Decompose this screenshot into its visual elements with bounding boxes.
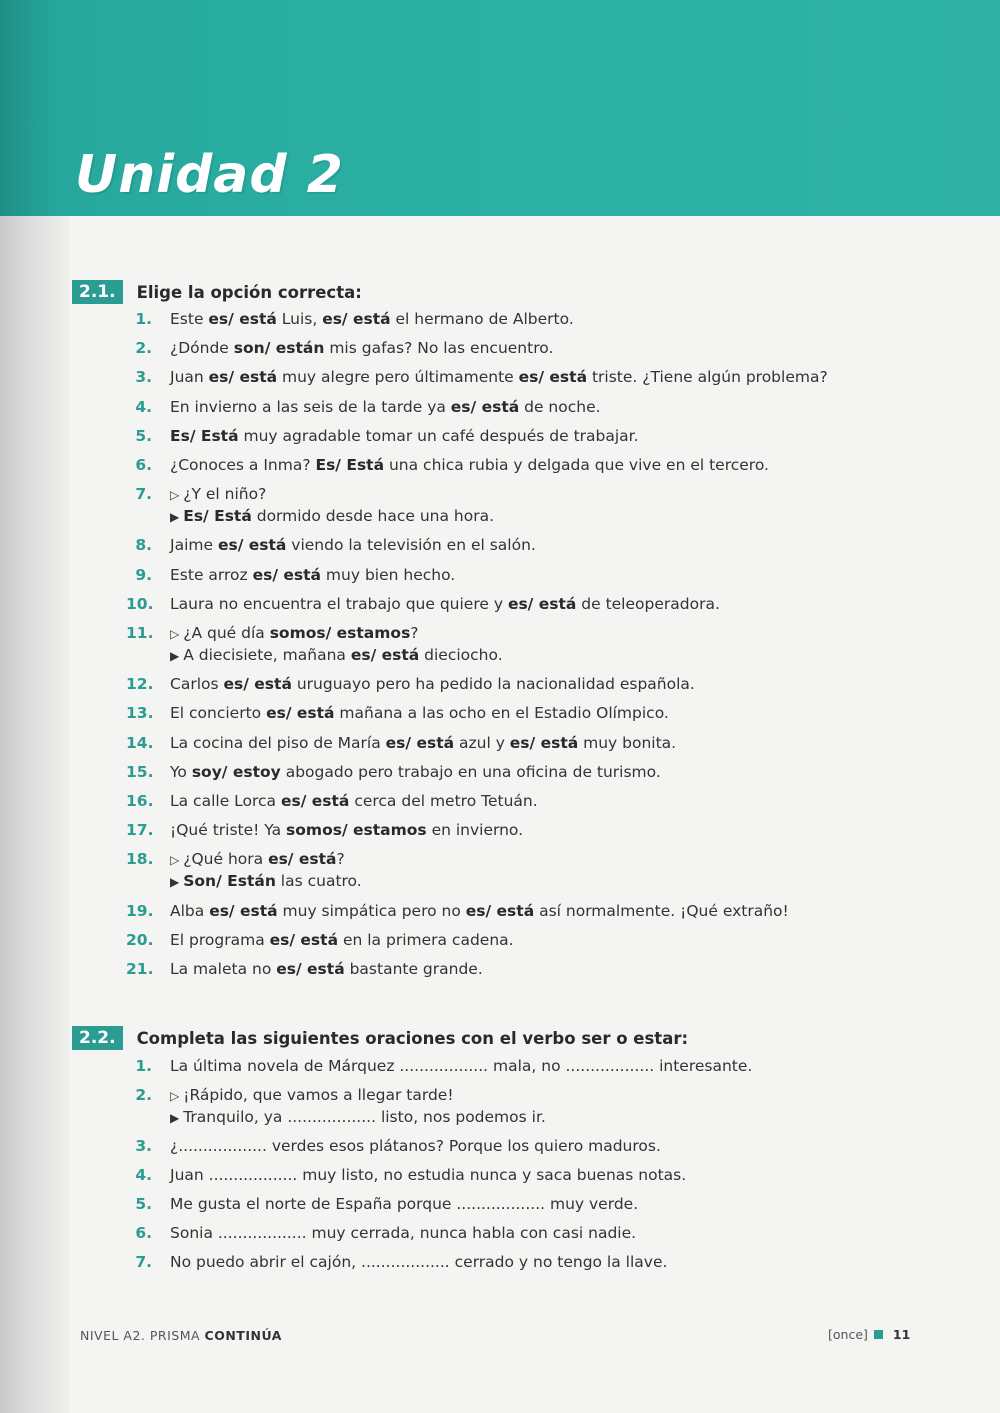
item-number: 13. — [126, 704, 154, 723]
option-pair: somos/ estamos — [269, 624, 411, 642]
item-text: ¿Dónde son/ están mis gafas? No las encuentro. — [170, 339, 554, 358]
item-text: ¿Conoces a Inma? Es/ Está una chica rubia y delgada que vive en el tercero. — [170, 456, 769, 474]
dialog-reply: ▶ Son/ Están las cuatro. — [170, 872, 362, 891]
dialog-open-triangle-icon: ▷ — [170, 627, 180, 641]
option-pair: soy/ estoy — [191, 762, 281, 781]
dialog-reply-triangle-icon: ▶ — [170, 649, 180, 663]
section-badge: 2.2. — [72, 1026, 123, 1050]
option-pair: es/ está — [208, 368, 278, 387]
item-number: 4. — [135, 397, 152, 416]
item-number: 1. — [135, 1057, 152, 1075]
dialog-reply: ▶ Es/ Está dormido desde hace una hora. — [170, 507, 495, 526]
item-number: 20. — [126, 930, 154, 949]
item-number: 12. — [126, 675, 154, 694]
item-number: 3. — [135, 1137, 152, 1155]
item-text: Yo soy/ estoy abogado pero trabajo en una oficina de turismo. — [170, 762, 661, 781]
option-pair: es/ está — [450, 397, 520, 416]
item-text: Este arroz es/ está muy bien hecho. — [170, 565, 456, 584]
option-pair: es/ está — [507, 594, 577, 613]
item-text: ▷ ¡Rápido, que vamos a llegar tarde! — [170, 1086, 454, 1104]
item-number: 6. — [135, 1224, 152, 1242]
item-text: La cocina del piso de María es/ está azul y es/ está muy bonita. — [170, 733, 677, 752]
item-number: 4. — [135, 1166, 152, 1184]
item-text: Me gusta el norte de España porque .................. muy verde. — [170, 1195, 639, 1213]
option-pair: es/ está — [217, 536, 287, 555]
option-pair: es/ está — [518, 368, 588, 387]
item-text: Sonia .................. muy cerrada, nunca habla con casi nadie. — [170, 1224, 637, 1242]
item-number: 15. — [126, 762, 154, 781]
item-text: La calle Lorca es/ está cerca del metro Tetuán. — [170, 792, 538, 810]
unit-title: Unidad 2 — [75, 145, 344, 205]
section-title: Completa las siguientes oraciones con el verbo ser o estar: — [136, 1028, 689, 1048]
dialog-reply-triangle-icon: ▶ — [170, 875, 180, 890]
item-text: Alba es/ está muy simpática pero no es/ está así normalmente. ¡Qué extraño! — [170, 901, 789, 920]
item-text: No puedo abrir el cajón, .................. cerrado y no tengo la llave. — [170, 1253, 668, 1271]
item-number: 6. — [135, 456, 152, 474]
item-text: Este es/ está Luis, es/ está el hermano de Alberto. — [170, 310, 574, 328]
page-word: [once] — [828, 1327, 868, 1342]
item-text: ¿.................. verdes esos plátanos? Porque los quiero maduros. — [170, 1137, 661, 1155]
item-number: 8. — [135, 536, 152, 555]
dialog-open-triangle-icon: ▷ — [170, 488, 180, 503]
item-text: Carlos es/ está uruguayo pero ha pedido la nacionalidad española. — [170, 675, 695, 694]
option-pair: es/ está — [509, 733, 579, 752]
dialog-reply: ▶ A diecisiete, mañana es/ está dieciocho. — [170, 646, 503, 664]
item-number: 14. — [126, 733, 154, 752]
dialog-open-triangle-icon: ▷ — [170, 1089, 180, 1103]
item-number: 1. — [135, 310, 152, 328]
page-number — [828, 1327, 910, 1342]
item-text: En invierno a las seis de la tarde ya es/ está de noche. — [170, 397, 601, 416]
option-pair: es/ está — [266, 704, 335, 723]
footer-level-text: NIVEL A2. PRISMA — [80, 1328, 201, 1343]
option-pair: Son/ Están — [183, 872, 276, 891]
item-text: La maleta no es/ está bastante grande. — [170, 960, 483, 978]
item-number: 18. — [126, 850, 154, 869]
item-number: 11. — [126, 624, 154, 642]
item-text: El programa es/ está en la primera cadena. — [170, 930, 514, 949]
dialog-reply-triangle-icon: ▶ — [170, 1111, 180, 1125]
option-pair: es/ está — [322, 310, 391, 328]
item-number: 10. — [126, 594, 154, 613]
option-pair: es/ está — [208, 310, 277, 328]
dialog-open-triangle-icon: ▷ — [170, 853, 180, 868]
item-number: 17. — [126, 821, 154, 840]
option-pair: es/ está — [252, 565, 321, 584]
item-text: Juan .................. muy listo, no estudia nunca y saca buenas notas. — [170, 1166, 687, 1184]
item-text: Jaime es/ está viendo la televisión en el salón. — [170, 536, 536, 555]
page-num: 11 — [892, 1327, 911, 1342]
section-2-2-header — [72, 1026, 688, 1050]
item-text: ▷ ¿Y el niño? — [170, 485, 267, 504]
option-pair: es/ está — [385, 733, 455, 752]
option-pair: es/ está — [350, 646, 420, 664]
option-pair: es/ está — [269, 930, 339, 949]
item-number: 5. — [135, 1195, 152, 1213]
footer-brand: CONTINÚA — [204, 1328, 282, 1343]
section-badge: 2.1. — [72, 280, 123, 304]
item-number: 19. — [126, 901, 154, 920]
section-title: Elige la opción correcta: — [136, 282, 362, 302]
option-pair: es/ está — [465, 901, 535, 920]
item-number: 2. — [135, 339, 152, 358]
option-pair: somos/ estamos — [286, 821, 427, 840]
item-number: 9. — [135, 565, 152, 584]
item-number: 21. — [126, 960, 154, 978]
item-text: ▷ ¿A qué día somos/ estamos? — [170, 624, 419, 642]
unit-banner — [0, 0, 1000, 216]
item-text: Es/ Está muy agradable tomar un café después de trabajar. — [170, 426, 639, 445]
option-pair: Es/ Está — [183, 507, 252, 526]
option-pair: Es/ Está — [315, 456, 385, 474]
option-pair: es/ está — [223, 675, 292, 694]
dialog-reply-triangle-icon: ▶ — [170, 510, 180, 525]
option-pair: es/ está — [276, 960, 345, 978]
item-text: La última novela de Márquez .................. mala, no .................. interesante. — [170, 1057, 753, 1075]
section-2-1-header — [72, 280, 362, 304]
item-number: 7. — [135, 1253, 152, 1271]
item-text: Juan es/ está muy alegre pero últimamente es/ está triste. ¿Tiene algún problema? — [170, 368, 828, 387]
option-pair: es/ está — [280, 792, 350, 810]
item-number: 16. — [126, 792, 154, 810]
dialog-reply: ▶ Tranquilo, ya .................. listo, nos podemos ir. — [170, 1108, 546, 1126]
option-pair: son/ están — [233, 339, 325, 358]
item-number: 5. — [135, 426, 152, 445]
item-text: ¡Qué triste! Ya somos/ estamos en invierno. — [170, 821, 524, 840]
footer-level — [80, 1328, 282, 1343]
option-pair: es/ está — [209, 901, 278, 920]
item-number: 7. — [135, 485, 152, 504]
item-number: 3. — [135, 368, 152, 387]
square-bullet-icon — [874, 1330, 883, 1339]
option-pair: es/ está — [268, 850, 337, 869]
option-pair: Es/ Está — [170, 426, 239, 445]
item-text: ▷ ¿Qué hora es/ está? — [170, 850, 345, 869]
item-text: El concierto es/ está mañana a las ocho en el Estadio Olímpico. — [170, 704, 669, 723]
item-text: Laura no encuentra el trabajo que quiere y es/ está de teleoperadora. — [170, 594, 720, 613]
item-number: 2. — [135, 1086, 152, 1104]
